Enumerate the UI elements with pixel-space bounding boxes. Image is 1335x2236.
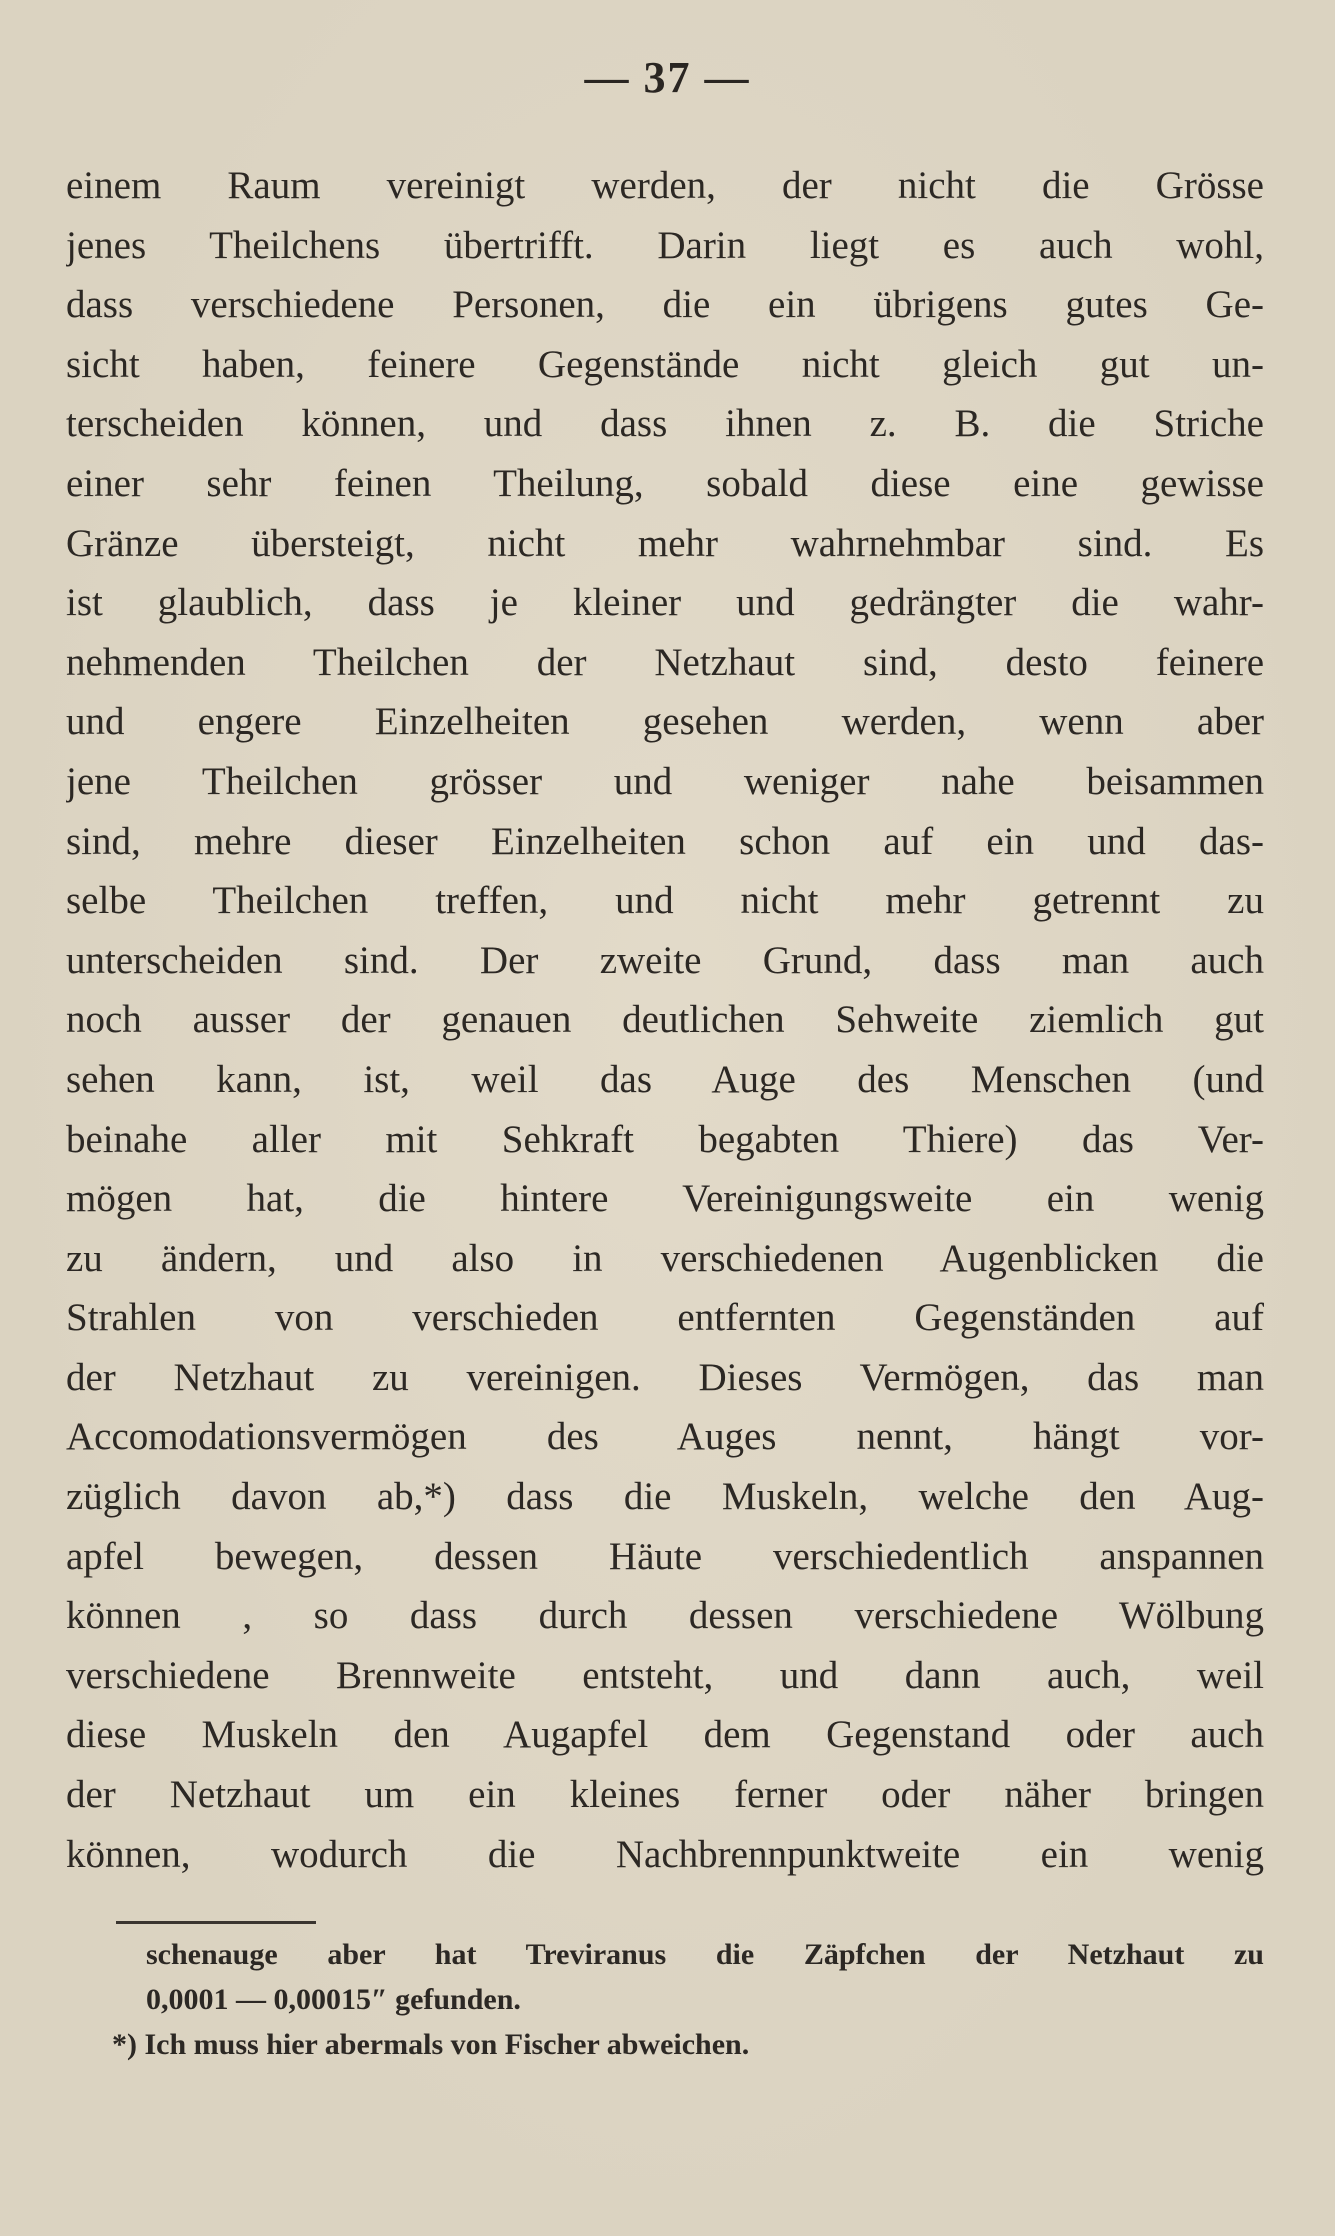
text-line: nehmenden Theilchen der Netzhaut sind, desto feinere <box>66 640 1264 684</box>
text-line: jene Theilchen grösser und weniger nahe beisammen <box>66 759 1264 803</box>
text-line: einem Raum vereinigt werden, der nicht die Grösse <box>66 164 1264 207</box>
footnotes <box>112 1932 1264 2067</box>
text-line: apfel bewegen, dessen Häute verschiedentlich anspannen <box>66 1534 1264 1578</box>
text-line: dass verschiedene Personen, die ein übrigens gutes Ge- <box>66 283 1264 327</box>
footnote-star: *) Ich muss hier abermals von Fischer abweichen. <box>112 2028 750 2061</box>
text-line: ist glaublich, dass je kleiner und gedrängter die wahr- <box>66 581 1264 625</box>
footnote-continuation-line: schenauge aber hat Treviranus die Zäpfchen der Netzhaut zu <box>146 1938 1264 1971</box>
text-line: terscheiden können, und dass ihnen z. B. die Striche <box>66 402 1264 446</box>
text-line: der Netzhaut um ein kleines ferner oder näher bringen <box>66 1773 1264 1817</box>
text-line: der Netzhaut zu vereinigen. Dieses Vermögen, das man <box>66 1355 1264 1399</box>
text-line: Accomodationsvermögen des Auges nennt, hängt vor- <box>66 1415 1264 1459</box>
text-line: unterscheiden sind. Der zweite Grund, dass man auch <box>66 938 1264 982</box>
text-line: sehen kann, ist, weil das Auge des Menschen (und <box>66 1057 1264 1101</box>
text-line: noch ausser der genauen deutlichen Sehweite ziemlich gut <box>66 998 1264 1042</box>
text-line: können, wodurch die Nachbrennpunktweite ein wenig <box>66 1832 1264 1876</box>
text-line: verschiedene Brennweite entsteht, und dann auch, weil <box>66 1653 1264 1697</box>
footnote-rule <box>116 1921 316 1924</box>
text-line: jenes Theilchens übertrifft. Darin liegt es auch wohl, <box>66 223 1264 267</box>
text-line: zu ändern, und also in verschiedenen Augenblicken die <box>66 1236 1264 1280</box>
text-line: sind, mehre dieser Einzelheiten schon auf ein und das- <box>66 819 1264 863</box>
text-line: diese Muskeln den Augapfel dem Gegenstand oder auch <box>66 1713 1264 1757</box>
page-number: — 37 — <box>584 53 751 102</box>
text-line: einer sehr feinen Theilung, sobald diese eine gewisse <box>66 461 1264 505</box>
text-line: mögen hat, die hintere Vereinigungsweite ein wenig <box>66 1177 1264 1221</box>
text-line: selbe Theilchen treffen, und nicht mehr getrennt zu <box>66 879 1264 923</box>
text-line: züglich davon ab,*) dass die Muskeln, welche den Aug- <box>66 1475 1264 1519</box>
text-line: Strahlen von verschieden entfernten Gegenständen auf <box>66 1296 1264 1340</box>
text-line: sicht haben, feinere Gegenstände nicht gleich gut un- <box>66 342 1264 386</box>
footnote-continuation-line: 0,0001 — 0,00015″ gefunden. <box>146 1983 521 2016</box>
text-line: Gränze übersteigt, nicht mehr wahrnehmbar sind. Es <box>66 521 1264 565</box>
body-text <box>66 156 1264 1884</box>
text-line: können , so dass durch dessen verschiedene Wölbung <box>66 1594 1264 1638</box>
text-line: und engere Einzelheiten gesehen werden, wenn aber <box>66 700 1264 744</box>
text-line: beinahe aller mit Sehkraft begabten Thiere) das Ver- <box>66 1117 1264 1161</box>
